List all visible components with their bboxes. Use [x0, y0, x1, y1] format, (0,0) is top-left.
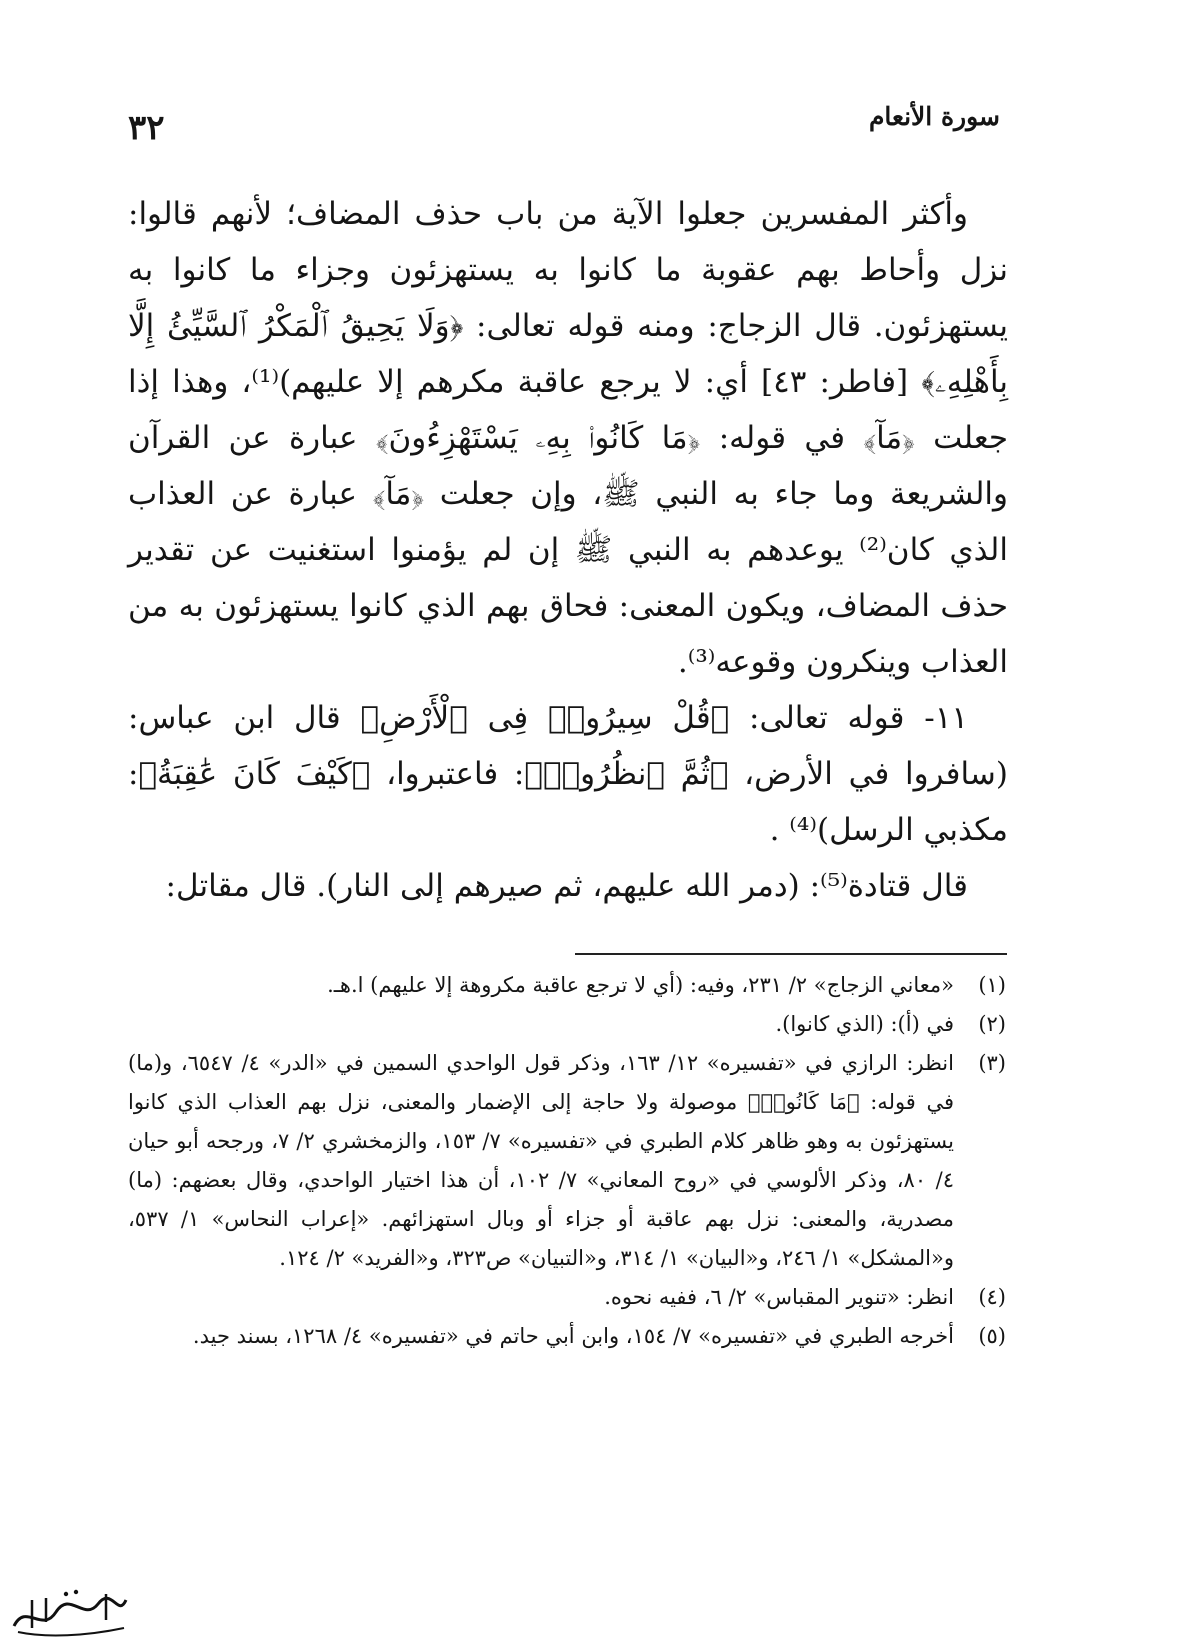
footnote: [128, 1278, 1006, 1317]
footnote-number: (٣): [978, 1051, 1006, 1075]
body-paragraph: ١١- قوله تعالى: ﴿قُلْ سِيرُوا۟ فِى ٱلْأَرْضِ﴾ قال ابن عباس: (سافروا في الأرض، ﴿ثُمَّ ٱنظُرُوا۟﴾: فاعتبروا، ﴿كَيْفَ كَانَ عَٰقِبَةُ﴾: مكذبي الرسل)⁽⁴⁾ .: [128, 700, 1008, 848]
footnote-number: (١): [978, 973, 1006, 997]
footnote: [128, 1317, 1006, 1356]
footnote-number: (٤): [978, 1285, 1006, 1309]
footnote-number: (٢): [978, 1012, 1006, 1036]
footnote: [128, 1005, 1006, 1044]
main-text: [128, 186, 1008, 914]
footnote: [128, 966, 1006, 1005]
footnotes: [128, 966, 1006, 1356]
footnote-text: في (أ): (الذي كانوا).: [775, 1012, 954, 1036]
footnote-separator: [575, 953, 1007, 955]
page-header: [128, 96, 1000, 176]
footnote-text: «معاني الزجاج» ٢/ ٢٣١، وفيه: (أي لا ترجع عاقبة مكروهة إلا عليهم) ا.هـ.: [327, 973, 954, 997]
footnote: [128, 1044, 1006, 1278]
footnote-number: (٥): [978, 1324, 1006, 1348]
publisher-logo-icon: [6, 1582, 132, 1642]
page-number: ٣٢: [128, 108, 165, 148]
footnote-text: انظر: «تنوير المقباس» ٢/ ٦، ففيه نحوه.: [604, 1285, 954, 1309]
body-paragraph: قال قتادة⁽⁵⁾: (دمر الله عليهم، ثم صيرهم إلى النار). قال مقاتل:: [165, 868, 968, 904]
footnote-text: انظر: الرازي في «تفسيره» ١٢/ ١٦٣، وذكر قول الواحدي السمين في «الدر» ٤/ ٦٥٤٧، و(ما) في قوله: ﴿مَا كَانُوا۟﴾ موصولة ولا حاجة إلى الإضمار والمعنى، نزل بهم العذاب الذي كانوا يستهزئون به وهو ظاهر كلام الطبري في «تفسيره» ٧/ ١٥٣، والزمخشري ٢/ ٧، ورجحه أبو حيان ٤/ ٨٠، وذكر الألوسي في «روح المعاني» ٧/ ١٠٢، أن هذا اختيار الواحدي، وقال بعضهم: (ما) مصدرية، والمعنى: نزل بهم عاقبة أو جزاء أو وبال استهزائهم. «إعراب النحاس» ١/ ٥٣٧، و«المشكل» ١/ ٢٤٦، و«البيان» ١/ ٣١٤، و«التبيان» ص٣٢٣، و«الفريد» ٢/ ١٢٤.: [128, 1051, 954, 1270]
running-title: سورة الأنعام: [868, 102, 1000, 131]
body-paragraph: وأكثر المفسرين جعلوا الآية من باب حذف المضاف؛ لأنهم قالوا: نزل وأحاط بهم عقوبة ما كانوا به يستهزئون وجزاء ما كانوا به يستهزئون. قال الزجاج: ومنه قوله تعالى: ﴿وَلَا يَحِيقُ ٱلْمَكْرُ ٱلسَّيِّئُ إِلَّا بِأَهْلِهِۦ﴾ [فاطر: ٤٣] أي: لا يرجع عاقبة مكرهم إلا عليهم)⁽¹⁾، وهذا إذا جعلت ﴿مَآ﴾ في قوله: ﴿مَا كَانُوا۟ بِهِۦ يَسْتَهْزِءُونَ﴾ عبارة عن القرآن والشريعة وما جاء به النبي ﷺ، وإن جعلت ﴿مَآ﴾ عبارة عن العذاب الذي كان⁽²⁾ يوعدهم به النبي ﷺ إن لم يؤمنوا استغنيت عن تقدير حذف المضاف، ويكون المعنى: فحاق بهم الذي كانوا يستهزئون به من العذاب وينكرون وقوعه⁽³⁾.: [128, 196, 1009, 680]
footnote-text: أخرجه الطبري في «تفسيره» ٧/ ١٥٤، وابن أبي حاتم في «تفسيره» ٤/ ١٢٦٨، بسند جيد.: [192, 1324, 954, 1348]
